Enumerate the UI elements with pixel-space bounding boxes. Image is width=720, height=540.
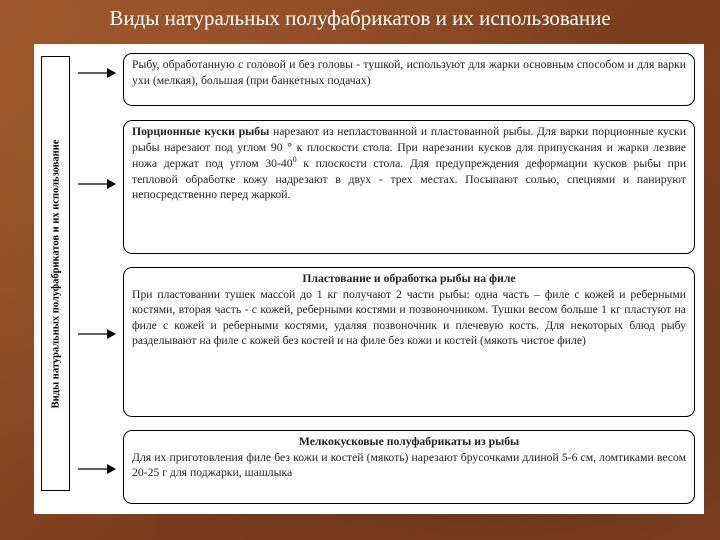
info-box-portion-pieces (123, 120, 695, 254)
arrow-right-icon (78, 177, 116, 191)
box-heading: Пластование и обработка рыбы на филе (302, 272, 516, 285)
box-heading: Мелкокусковые полуфабрикаты из рыбы (298, 435, 520, 448)
box-lead: Порционные куски рыбы (132, 125, 270, 138)
box-text: При пластовании тушек массой до 1 кг получают 2 части рыбы: одна часть – филе с кожей и реберными костями, вторая часть - с кожей, реберными костями и позвоночником. Тушки весом больше 1 кг пластуют на филе с кожей и реберными костями, удаляя позвоночник и плечевую кость. Для некоторых блюд рыбу разделывают на филе с кожей без костей и на филе без кожи и костей (мякоть чистое филе) (132, 287, 686, 348)
info-box-small-pieces (123, 430, 695, 504)
box-text: Рыбу, обработанную с головой и без головы - тушкой, используют для жарки основным способом и для варки ухи (мелкая), большая (при банкетных подачах) (132, 58, 686, 87)
sidebar-label-box (41, 56, 70, 491)
box-text: к плоскости стола. Для предупреждения деформации кусков рыбы при тепловой обработке кожу надрезают в двух - трех местах. Посыпают солью, специями и панируют непосредственно перед жаркой. (132, 157, 687, 202)
box-text: нарезают из непластованной и пластованной рыбы. Для варки порционные куски рыбы нарезают под углом 90 ° к плоскости стола. При нарезании кусков для припускания и жарки лезвие ножа держат под углом 30-40 (132, 125, 686, 171)
sidebar-label: Виды натуральных полуфабрикатов и их использование (50, 139, 61, 408)
slide-title: Виды натуральных полуфабрикатов и их использование (109, 6, 611, 30)
content-panel (34, 44, 704, 514)
arrow-right-icon (78, 462, 116, 476)
arrow-right-icon (78, 327, 116, 341)
degree-superscript: 0 (292, 155, 297, 165)
box-text: Для их приготовления филе без кожи и костей (мякоть) нарезают брусочками длиной 5-6 см, ломтиками весом 20-25 г для поджарки, шашлыка (132, 450, 686, 480)
info-box-whole-fish (123, 53, 695, 106)
arrow-right-icon (78, 66, 116, 80)
info-box-filleting (123, 267, 695, 417)
